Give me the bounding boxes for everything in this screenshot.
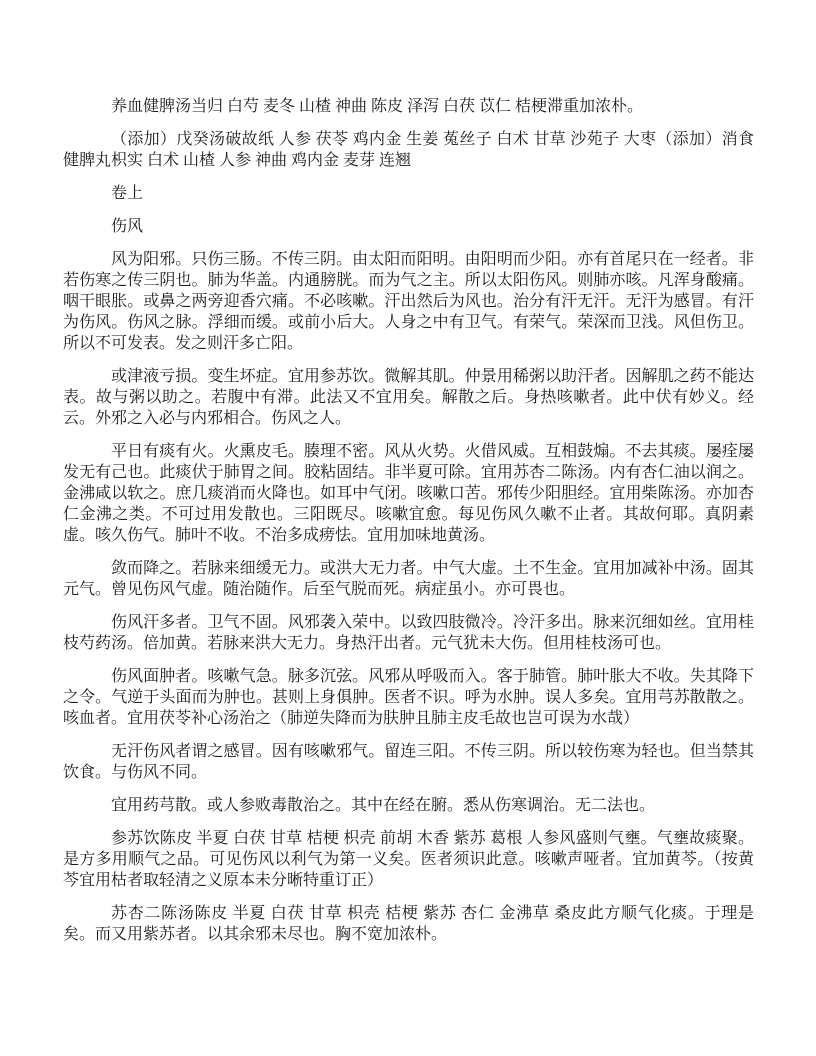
section-heading: 伤风 [111, 218, 144, 235]
text-paragraph: 参苏饮陈皮 半夏 白茯 甘草 桔梗 枳壳 前胡 木香 紫苏 葛根 人参风盛则气壅。气壅故痰聚。是方多用顺气之品。可见伤风以利气为第一义矣。医者须识此意。咳嗽声哑者。宜加黄芩。（按黄芩宜用枯者取轻清之义原本未分晰特重订正） [63, 830, 754, 889]
document-body [63, 96, 754, 945]
text-paragraph: 养血健脾汤当归 白芍 麦冬 山楂 神曲 陈皮 泽泻 白茯 苡仁 桔梗滞重加浓朴。 [111, 98, 644, 115]
text-paragraph: 宜用药芎散。或人参败毒散治之。其中在经在腑。悉从伤寒调治。无二法也。 [111, 797, 656, 814]
text-paragraph: 敛而降之。若脉来细缓无力。或洪大无力者。中气大虚。土不生金。宜用加减补中汤。固其元气。曾见伤风气虚。随治随作。后至气脱而死。病症虽小。亦可畏也。 [63, 560, 754, 598]
text-paragraph: 伤风汗多者。卫气不固。风邪袭入荣中。以致四肢微冷。冷汗多出。脉来沉细如丝。宜用桂枝芍药汤。倍加黄。若脉来洪大无力。身热汗出者。元气犹未大伤。但用桂枝汤可也。 [63, 614, 754, 652]
text-paragraph: （添加）戊癸汤破故纸 人参 茯苓 鸡内金 生姜 菟丝子 白术 甘草 沙苑子 大枣（添加）消食健脾丸枳实 白术 山楂 人参 神曲 鸡内金 麦芽 连翘 [63, 131, 754, 169]
text-paragraph: 伤风面肿者。咳嗽气急。脉多沉弦。风邪从呼吸而入。客于肺管。肺叶胀大不收。失其降下之令。气逆于头面而为肿也。甚则上身俱肿。医者不识。呼为水肿。误人多矣。宜用芎苏散散之。咳血者。宜用茯苓补心汤治之（肺逆失降而为肤肿且肺主皮毛故也岂可误为水哉） [63, 668, 754, 727]
text-paragraph: 苏杏二陈汤陈皮 半夏 白茯 甘草 枳壳 桔梗 紫苏 杏仁 金沸草 桑皮此方顺气化痰。于理是矣。而又用紫苏者。以其余邪未尽也。胸不宽加浓朴。 [63, 905, 754, 943]
text-paragraph: 无汗伤风者谓之感冒。因有咳嗽邪气。留连三阳。不传三阴。所以较伤寒为轻也。但当禁其饮食。与伤风不同。 [63, 743, 754, 781]
text-paragraph: 平日有痰有火。火熏皮毛。腠理不密。风从火势。火借风威。互相鼓煽。不去其痰。屡痊屡发无有己也。此痰伏于肺胃之间。胶粘固结。非半夏可除。宜用苏杏二陈汤。内有杏仁油以润之。金沸咸以软之。庶几痰消而火降也。如耳中气闭。咳嗽口苦。邪传少阳胆经。宜用柴陈汤。亦加杏仁金沸之类。不可过用发散也。三阳既尽。咳嗽宜愈。每见伤风久嗽不止者。其故何耶。真阴素虚。咳久伤气。肺叶不收。不治多成痨怯。宜用加味地黄汤。 [63, 443, 754, 544]
text-paragraph: 或津液亏损。变生坏症。宜用参苏饮。微解其肌。仲景用稀粥以助汗者。因解肌之药不能达表。故与粥以助之。若腹中有滞。此法又不宜用矣。解散之后。身热咳嗽者。此中伏有妙义。经云。外邪之入必与内邪相合。伤风之人。 [63, 368, 754, 427]
section-heading: 卷上 [111, 185, 144, 202]
text-paragraph: 风为阳邪。只伤三肠。不传三阴。由太阳而阳明。由阳明而少阳。亦有首尾只在一经者。非若伤寒之传三阴也。肺为华盖。内通膀胱。而为气之主。所以太阳伤风。则肺亦咳。凡浑身酸痛。咽干眼胀。或鼻之两旁迎香穴痛。不必咳嗽。汗出然后为风也。治分有汗无汗。无汗为感冒。有汗为伤风。伤风之脉。浮细而缓。或前小后大。人身之中有卫气。有荣气。荣深而卫浅。风但伤卫。所以不可发表。发之则汗多亡阳。 [63, 251, 754, 352]
